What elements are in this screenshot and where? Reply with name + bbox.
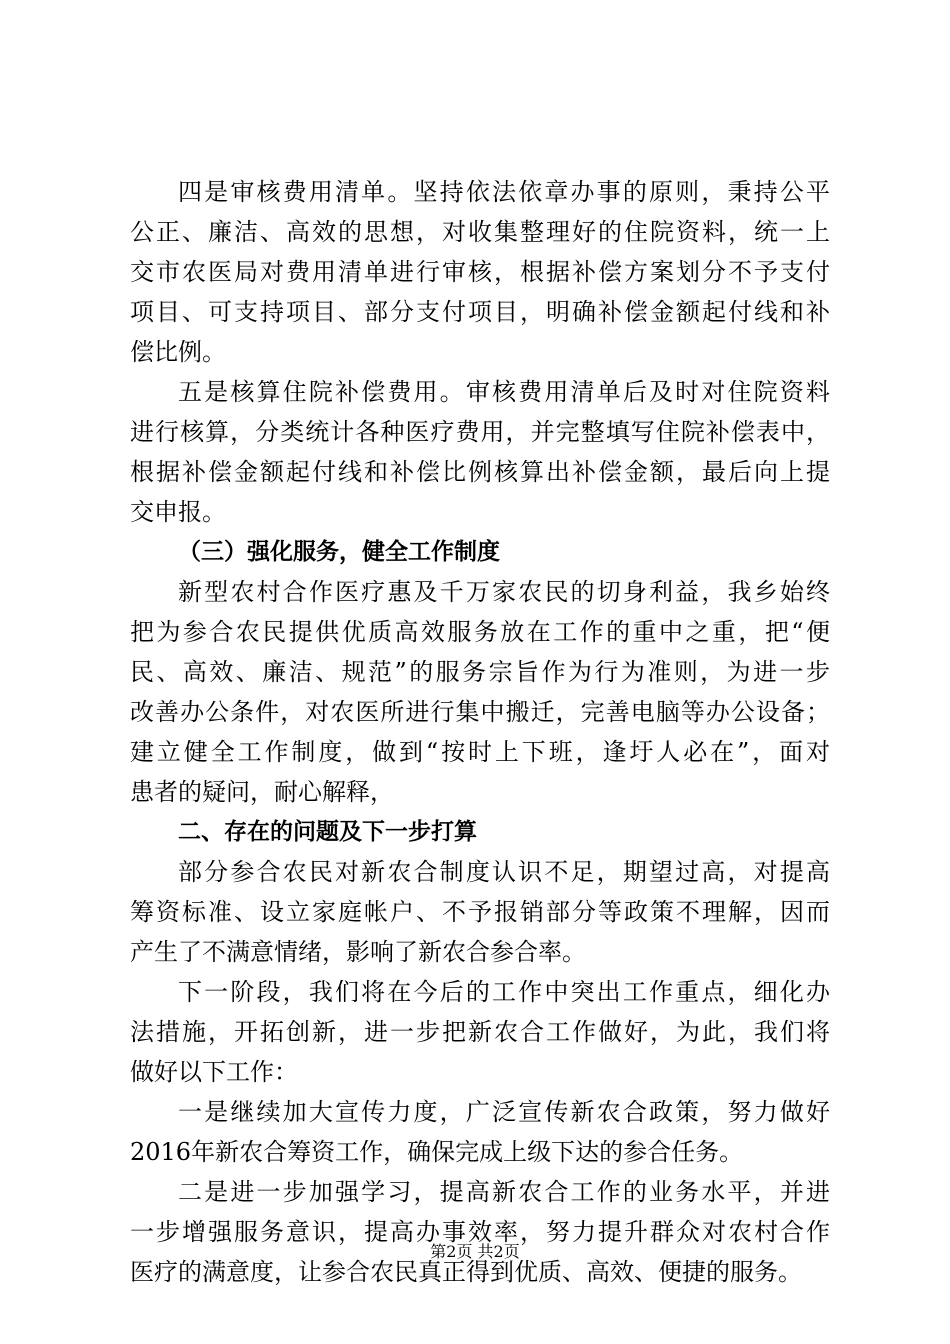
text-line: 医疗的满意度，让参合农民真正得到优质、高效、便捷的服务。 xyxy=(130,1258,802,1286)
heading-text: 二、存在的问题及下一步打算 xyxy=(178,819,477,845)
text-line: 五是核算住院补偿费用。审核费用清单后及时对住院资料 xyxy=(178,378,830,406)
text-line: 四是审核费用清单。坚持依法依章办事的原则，秉持公平 xyxy=(178,178,830,206)
text-line: 一是继续加大宣传力度，广泛宣传新农合政策，努力做好 xyxy=(178,1098,830,1126)
section-heading xyxy=(130,812,830,852)
text-line: 筹资标准、设立家庭帐户、不予报销部分等政策不理解，因而 xyxy=(130,898,830,926)
text-line: 建立健全工作制度，做到“按时上下班，逢圩人必在”，面对 xyxy=(130,738,830,766)
text-line: 进行核算，分类统计各种医疗费用，并完整填写住院补偿表中， xyxy=(130,418,830,446)
text-line: 民、高效、廉洁、规范”的服务宗旨作为行为准则，为进一步 xyxy=(130,658,830,686)
paragraph xyxy=(130,1092,830,1172)
text-line: 改善办公条件，对农医所进行集中搬迁，完善电脑等办公设备； xyxy=(130,698,830,726)
text-line: 患者的疑问，耐心解释， xyxy=(130,778,394,806)
text-line: 二是进一步加强学习，提高新农合工作的业务水平，并进 xyxy=(178,1178,830,1206)
text-line: 2016年新农合筹资工作，确保完成上级下达的参合任务。 xyxy=(130,1138,744,1166)
paragraph xyxy=(130,572,830,812)
paragraph xyxy=(130,372,830,532)
paragraph xyxy=(130,852,830,972)
text-line: 把为参合农民提供优质高效服务放在工作的重中之重，把“便 xyxy=(130,618,830,646)
text-line: 公正、廉洁、高效的思想，对收集整理好的住院资料，统一上 xyxy=(130,218,830,246)
paragraph xyxy=(130,972,830,1092)
text-line: 交市农医局对费用清单进行审核，根据补偿方案划分不予支付 xyxy=(130,258,830,286)
paragraph xyxy=(130,1172,830,1292)
text-line: 下一阶段，我们将在今后的工作中突出工作重点，细化办 xyxy=(178,978,830,1006)
text-line: 法措施，开拓创新，进一步把新农合工作做好，为此，我们将 xyxy=(130,1018,830,1046)
text-line: 新型农村合作医疗惠及千万家农民的切身利益，我乡始终 xyxy=(178,578,830,606)
text-line: 偿比例。 xyxy=(130,338,226,366)
document-body xyxy=(130,172,830,1292)
page-footer: 第2页 共2页 xyxy=(430,1242,520,1261)
text-line: 部分参合农民对新农合制度认识不足，期望过高，对提高 xyxy=(178,858,830,886)
text-line: 一步增强服务意识，提高办事效率，努力提升群众对农村合作 xyxy=(130,1218,830,1246)
text-line: 项目、可支持项目、部分支付项目，明确补偿金额起付线和补 xyxy=(130,298,830,326)
text-line: 产生了不满意情绪，影响了新农合参合率。 xyxy=(130,938,586,966)
paragraph xyxy=(130,172,830,372)
section-heading xyxy=(130,532,830,572)
text-line: 交申报。 xyxy=(130,498,226,526)
text-line: 根据补偿金额起付线和补偿比例核算出补偿金额，最后向上提 xyxy=(130,458,830,486)
text-line: 做好以下工作： xyxy=(130,1058,298,1086)
heading-text: （三）强化服务，健全工作制度 xyxy=(178,539,500,565)
